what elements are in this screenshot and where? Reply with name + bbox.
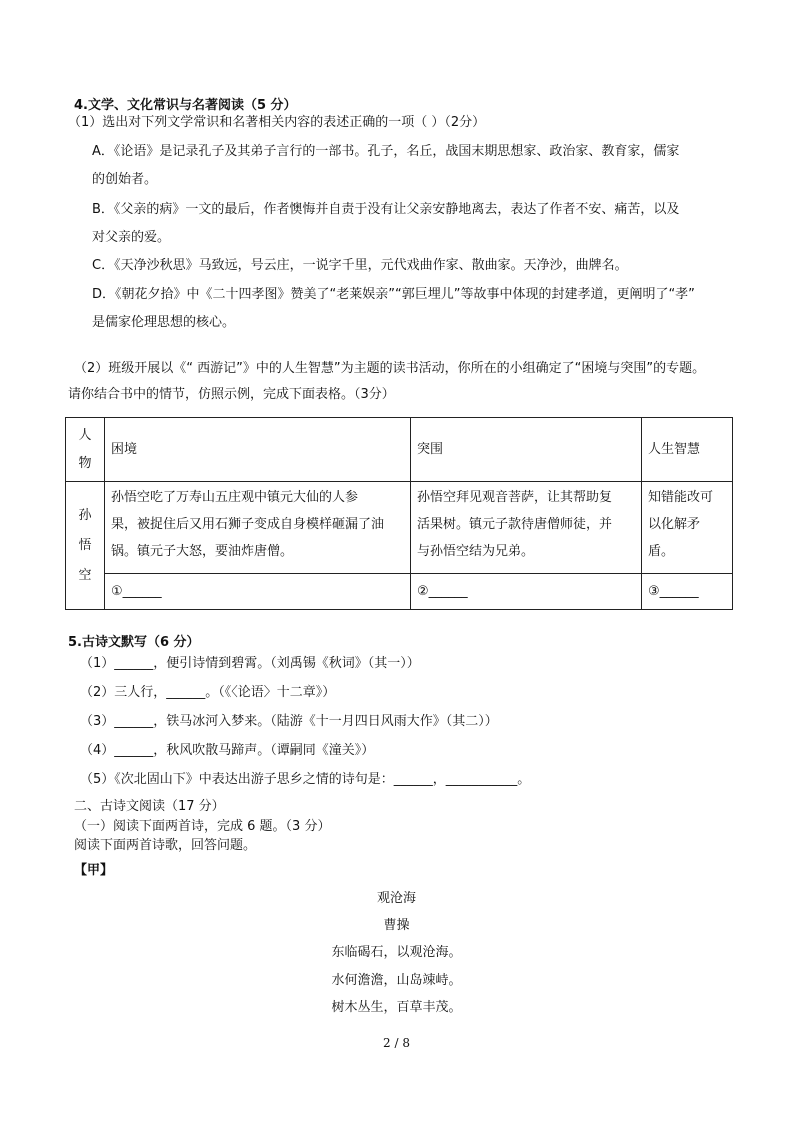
cell-breakthrough-line3: 与孙悟空结为兄弟。 [417, 544, 535, 559]
header-breakthrough-text: 突围 [417, 442, 444, 457]
cell-wisdom-line2: 以化解矛 [648, 517, 701, 532]
option-c-line1: C．《天净沙秋思》马致远，号云庄，一说字千里，元代戏曲作家、散曲家。天净沙，曲牌名。 [92, 258, 628, 273]
cell-breakthrough-line2: 活果树。镇元子款待唐僧师徒，并 [417, 517, 613, 532]
poem-title: 观沧海 [376, 891, 416, 906]
section5-title: 5.古诗文默写（6 分） [68, 635, 200, 650]
cell-dilemma [105, 482, 411, 574]
cell-person-text: 孙悟空 [78, 507, 92, 583]
header-person-text: 人物 [78, 428, 92, 471]
part2-subsection-1: （一）阅读下面两首诗，完成 6 题。（3 分） [74, 819, 331, 834]
option-b-line1: B．《父亲的病》一文的最后，作者懊悔并自责于没有让父亲安静地离去，表达了作者不安、痛苦，以及 [92, 202, 680, 217]
cell-dilemma-line3: 锅。镇元子大怒，要油炸唐僧。 [111, 544, 294, 559]
header-wisdom-text: 人生智慧 [648, 442, 701, 457]
cell-dilemma-line1: 孙悟空吃了万寿山五庄观中镇元大仙的人参 [111, 490, 359, 505]
recite-item-3: （3）______，铁马冰河入梦来。（陆游《十一月四日风雨大作》（其二）） [80, 714, 498, 729]
option-a-line2: 的创始者。 [92, 172, 158, 187]
question-4-2-stem-line2: 请你结合书中的情节，仿照示例，完成下面表格。（3分） [68, 387, 395, 402]
option-d-line1: D．《朝花夕拾》中《二十四孝图》赞美了“老莱娱亲”“郭巨埋儿”等故事中体现的封建孝道，更阐明了“孝” [92, 287, 695, 302]
option-b-line2: 对父亲的爱。 [92, 230, 171, 245]
answer-blank-1[interactable] [105, 574, 411, 610]
cell-wisdom [642, 482, 733, 574]
cell-breakthrough-line1: 孙悟空拜见观音菩萨，让其帮助复 [417, 490, 613, 505]
part2-instruction: 阅读下面两首诗歌，回答问题。 [74, 838, 257, 853]
page-number: 2 / 8 [383, 1036, 410, 1050]
poem-author: 曹操 [383, 918, 410, 933]
cell-breakthrough [411, 482, 642, 574]
option-a-line1: A．《论语》是记录孔子及其弟子言行的一部书。孔子，名丘，战国末期思想家、政治家、教育家，儒家 [92, 144, 680, 159]
recite-item-5: （5）《次北固山下》中表达出游子思乡之情的诗句是：______，___________。 [80, 772, 531, 787]
option-d-line2: 是儒家伦理思想的核心。 [92, 315, 236, 330]
dilemma-table [65, 417, 733, 610]
answer-blank-1-text: ①______ [111, 584, 162, 599]
question-4-1-stem: （1）选出对下列文学常识和名著相关内容的表述正确的一项（ ）（2分） [68, 115, 486, 130]
recite-item-4: （4）______，秋风吹散马蹄声。（谭嗣同《潼关》） [80, 743, 375, 758]
recite-item-2: （2）三人行，______。（《〈论语〉十二章》） [80, 685, 336, 700]
recite-item-1: （1）______，便引诗情到碧霄。（刘禹锡《秋词》（其一）） [80, 656, 420, 671]
cell-wisdom-line3: 盾。 [648, 544, 675, 559]
poem-jia-label: 【甲】 [74, 863, 114, 878]
header-dilemma-text: 困境 [111, 442, 138, 457]
poem-line-1: 东临碣石，以观沧海。 [331, 945, 462, 960]
answer-blank-3-text: ③______ [648, 584, 699, 599]
part2-title: 二、古诗文阅读（17 分） [74, 799, 225, 814]
answer-blank-2-text: ②______ [417, 584, 468, 599]
section4-title: 4.文学、文化常识与名著阅读（5 分） [74, 98, 297, 113]
cell-wisdom-line1: 知错能改可 [648, 490, 714, 505]
answer-blank-3[interactable] [642, 574, 733, 610]
cell-dilemma-line2: 果，被捉住后又用石狮子变成自身模样砸漏了油 [111, 517, 385, 532]
answer-blank-2[interactable] [411, 574, 642, 610]
header-person [66, 418, 105, 482]
poem-line-3: 树木丛生，百草丰茂。 [331, 1000, 462, 1015]
header-wisdom [642, 418, 733, 482]
question-4-2-stem-line1: （2）班级开展以《“ 西游记”》中的人生智慧”为主题的读书活动，你所在的小组确定了“困境与突围”的专题。 [74, 361, 706, 376]
poem-line-2: 水何澹澹，山岛竦峙。 [331, 973, 462, 988]
header-breakthrough [411, 418, 642, 482]
cell-person [66, 482, 105, 610]
header-dilemma [105, 418, 411, 482]
